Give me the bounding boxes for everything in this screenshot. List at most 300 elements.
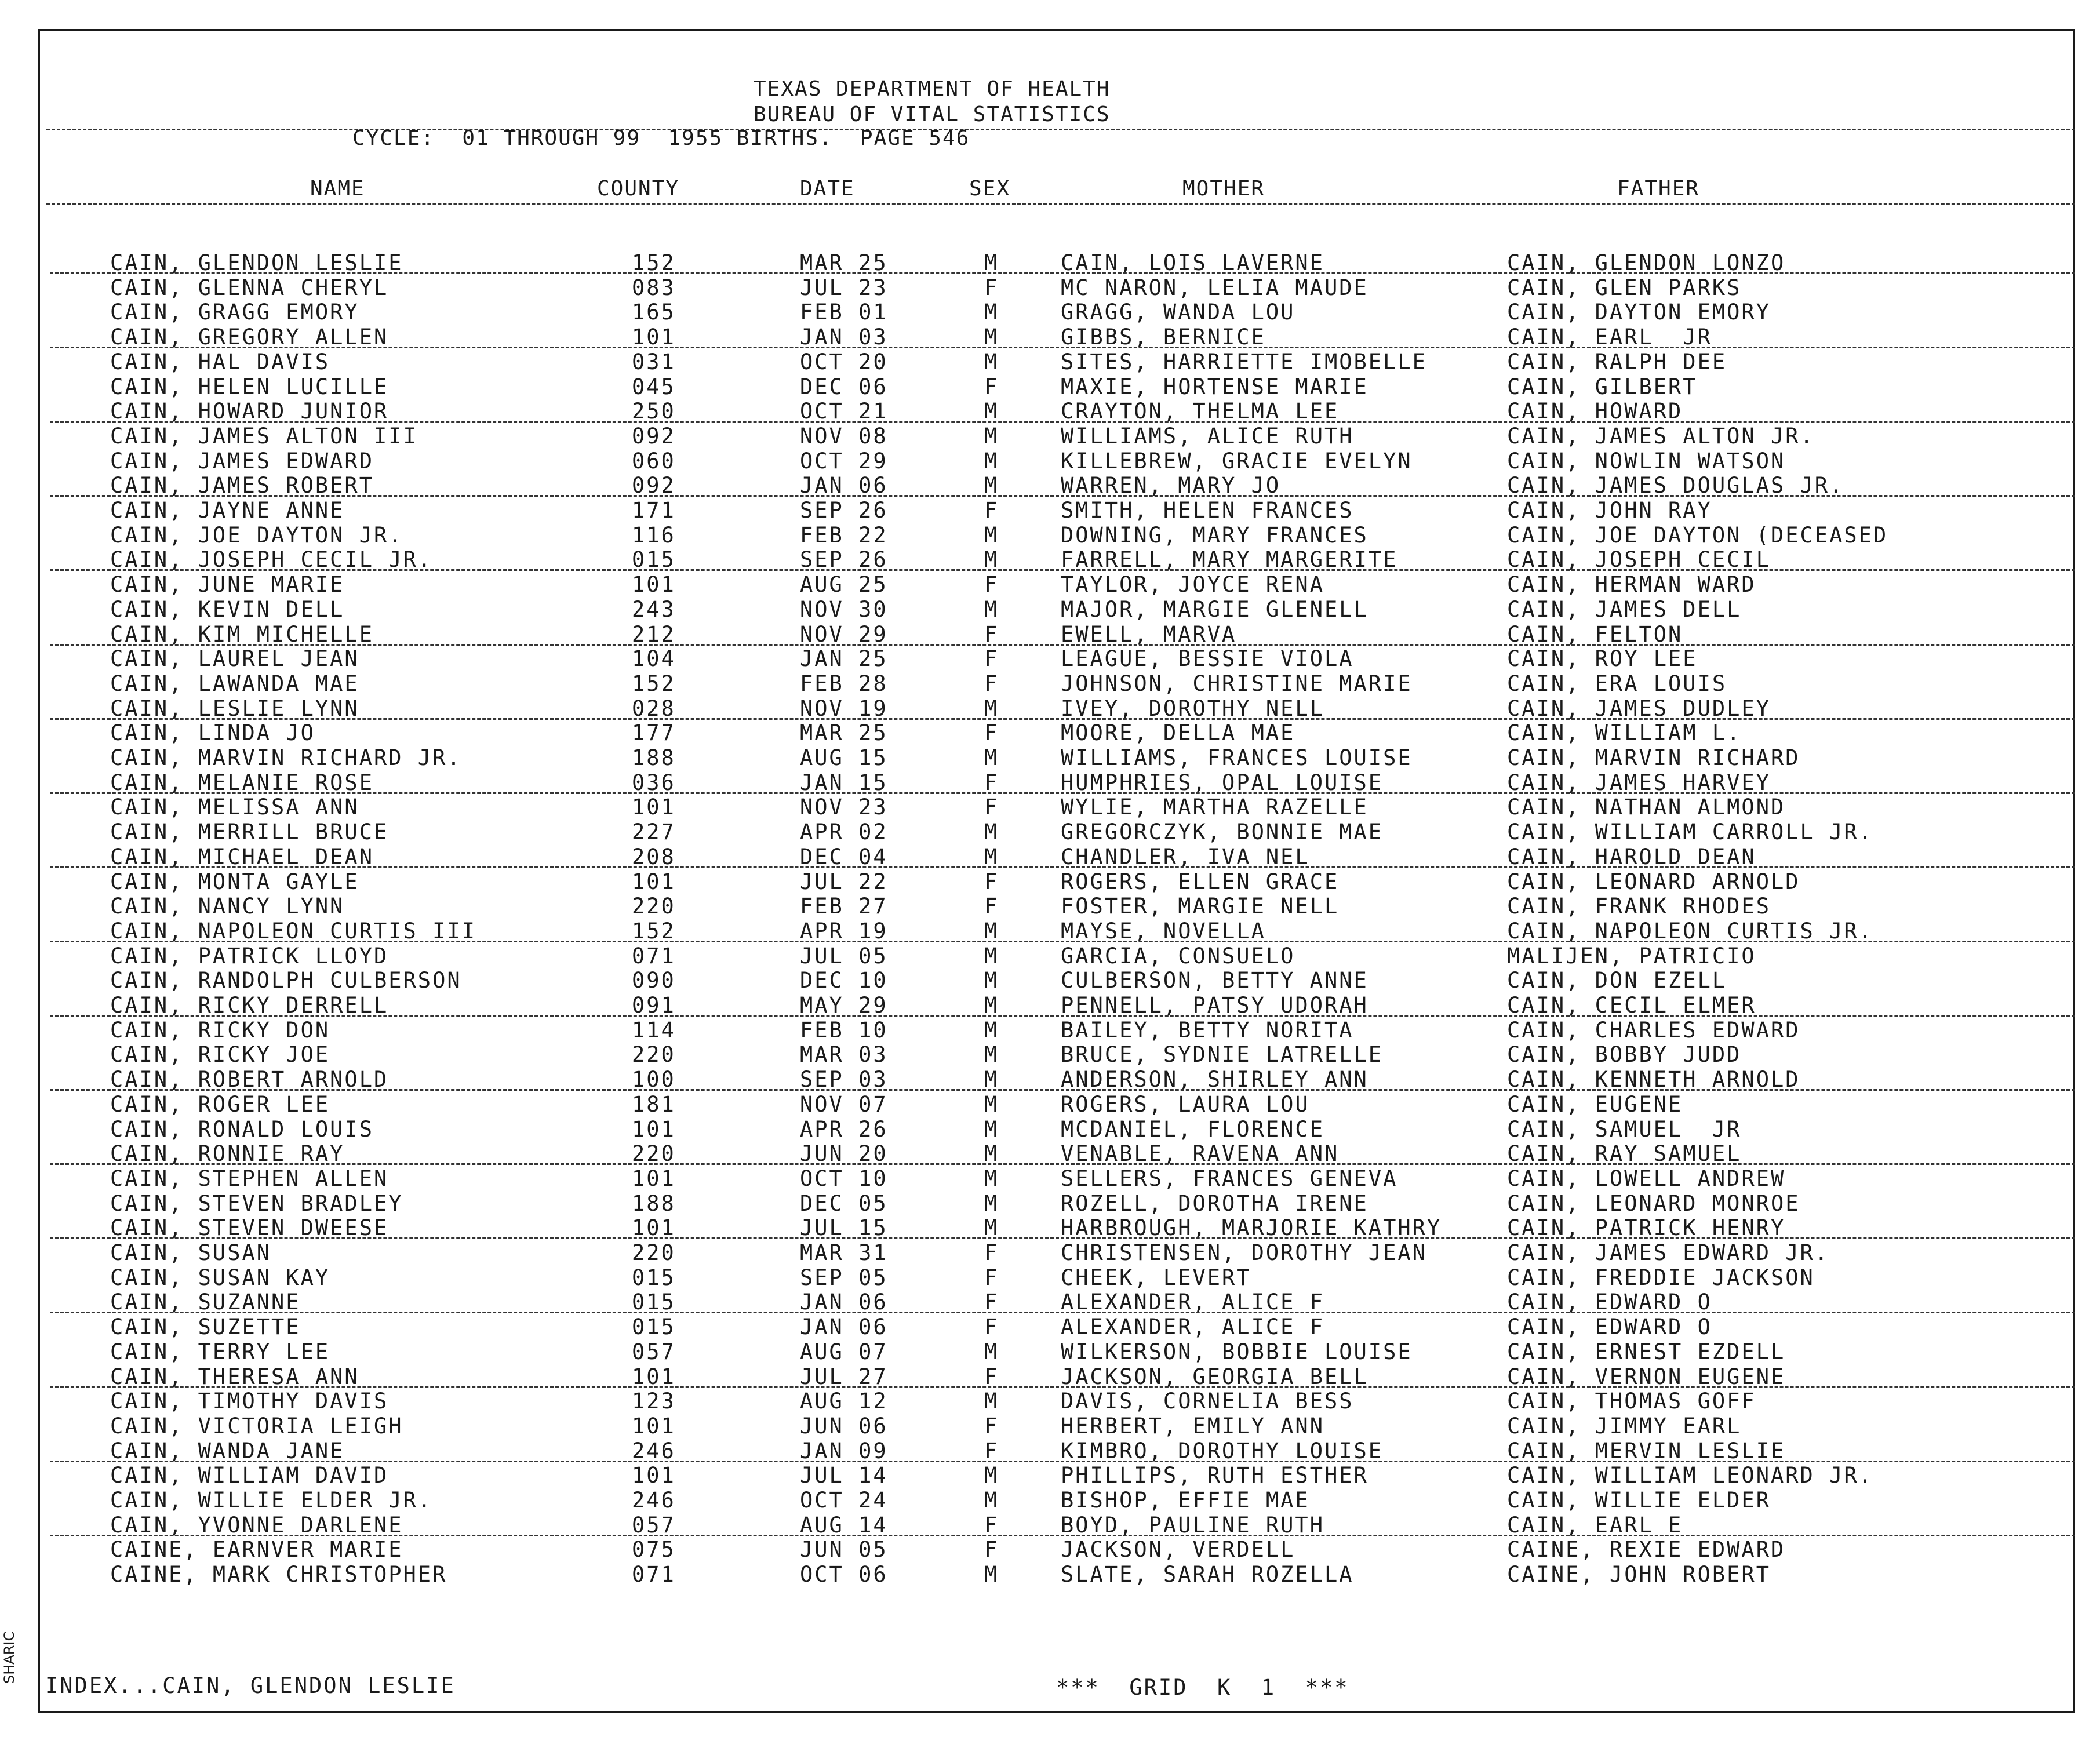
cell-county: 101 [632, 1166, 676, 1191]
cell-sex: M [984, 349, 999, 374]
cell-date: OCT 29 [800, 448, 888, 474]
cell-father: CAIN, JOE DAYTON (DECEASED [1507, 522, 1888, 548]
cell-county: 101 [632, 1116, 676, 1142]
cell-sex: M [984, 1141, 999, 1167]
cell-sex: M [984, 547, 999, 573]
cell-mother: HARBROUGH, MARJORIE KATHRY [1061, 1215, 1442, 1241]
cell-county: 165 [632, 300, 676, 325]
cell-sex: M [984, 1488, 999, 1513]
cell-father: CAIN, RAY SAMUEL [1507, 1141, 1742, 1167]
cell-sex: M [984, 993, 999, 1018]
cell-mother: PHILLIPS, RUTH ESTHER [1061, 1463, 1369, 1488]
table-row [0, 1364, 2087, 1389]
table-row [0, 869, 2087, 894]
cell-father: CAIN, WILLIAM LEONARD JR. [1507, 1463, 1873, 1488]
cell-county: 036 [632, 770, 676, 795]
cell-sex: M [984, 844, 999, 869]
cell-father: CAIN, DON EZELL [1507, 968, 1727, 993]
table-row [0, 720, 2087, 745]
cell-name: CAIN, NANCY LYNN [110, 894, 345, 919]
table-row [0, 968, 2087, 993]
cell-county: 015 [632, 1314, 676, 1340]
cell-sex: F [984, 646, 999, 672]
cell-father: CAIN, HAROLD DEAN [1507, 844, 1756, 869]
cell-mother: WILKERSON, BOBBIE LOUISE [1061, 1339, 1413, 1364]
cell-date: MAR 25 [800, 720, 888, 746]
cell-county: 101 [632, 1463, 676, 1488]
cell-date: OCT 24 [800, 1488, 888, 1513]
cell-date: OCT 06 [800, 1562, 888, 1587]
cell-name: CAIN, STEVEN BRADLEY [110, 1190, 403, 1216]
table-row [0, 1042, 2087, 1067]
cell-name: CAIN, GLENNA CHERYL [110, 275, 389, 300]
cell-county: 101 [632, 572, 676, 598]
cell-father: CAIN, BOBBY JUDD [1507, 1042, 1742, 1068]
cell-name: CAIN, RONNIE RAY [110, 1141, 345, 1167]
cell-sex: M [984, 1215, 999, 1241]
cell-name: CAIN, KEVIN DELL [110, 596, 345, 622]
cell-name: CAIN, WILLIAM DAVID [110, 1463, 389, 1488]
table-row [0, 1240, 2087, 1265]
cell-sex: M [984, 1562, 999, 1587]
table-row [0, 745, 2087, 770]
cell-name: CAIN, MELISSA ANN [110, 795, 359, 820]
cell-date: NOV 08 [800, 423, 888, 449]
cell-county: 177 [632, 720, 676, 746]
cell-name: CAIN, HOWARD JUNIOR [110, 399, 389, 424]
cell-mother: WILLIAMS, ALICE RUTH [1061, 423, 1354, 449]
footer-index: INDEX...CAIN, GLENDON LESLIE [45, 1673, 456, 1698]
cell-date: NOV 29 [800, 621, 888, 647]
cell-father: CAIN, JAMES DELL [1507, 596, 1742, 622]
cell-date: FEB 10 [800, 1017, 888, 1043]
table-row [0, 671, 2087, 696]
footer-grid: *** GRID K 1 *** [1056, 1675, 1349, 1700]
cell-county: 101 [632, 795, 676, 820]
cell-date: JUN 05 [800, 1537, 888, 1563]
cell-sex: F [984, 1438, 999, 1463]
cell-mother: SLATE, SARAH ROZELLA [1061, 1562, 1354, 1587]
cell-county: 116 [632, 522, 676, 548]
cell-name: CAIN, STEVEN DWEESE [110, 1215, 389, 1241]
table-row [0, 1537, 2087, 1562]
cell-mother: MCDANIEL, FLORENCE [1061, 1116, 1324, 1142]
table-row [0, 1067, 2087, 1092]
cell-date: JUL 27 [800, 1364, 888, 1389]
cell-county: 101 [632, 1215, 676, 1241]
cell-father: CAIN, VERNON EUGENE [1507, 1364, 1786, 1389]
cell-county: 243 [632, 596, 676, 622]
cell-father: CAIN, EARL E [1507, 1512, 1683, 1538]
header-department: TEXAS DEPARTMENT OF HEALTH [754, 77, 1111, 101]
cell-sex: M [984, 1017, 999, 1043]
cell-county: 015 [632, 1290, 676, 1315]
cell-sex: F [984, 795, 999, 820]
cell-mother: ALEXANDER, ALICE F [1061, 1314, 1324, 1340]
cell-date: SEP 05 [800, 1265, 888, 1290]
cell-mother: EWELL, MARVA [1061, 621, 1237, 647]
cell-county: 181 [632, 1091, 676, 1117]
cell-mother: CAIN, LOIS LAVERNE [1061, 250, 1324, 275]
cell-name: CAIN, MELANIE ROSE [110, 770, 374, 795]
cell-county: 101 [632, 1413, 676, 1439]
cell-name: CAIN, ROBERT ARNOLD [110, 1067, 389, 1093]
table-row [0, 1191, 2087, 1216]
cell-father: CAIN, MARVIN RICHARD [1507, 745, 1800, 770]
cell-date: JUL 23 [800, 275, 888, 300]
cell-father: MALIJEN, PATRICIO [1507, 943, 1756, 968]
cell-county: 071 [632, 943, 676, 968]
cell-mother: LEAGUE, BESSIE VIOLA [1061, 646, 1354, 672]
cell-sex: F [984, 894, 999, 919]
cell-date: APR 19 [800, 918, 888, 944]
cell-mother: KIMBRO, DOROTHY LOUISE [1061, 1438, 1384, 1463]
cell-name: CAIN, JOSEPH CECIL JR. [110, 547, 433, 573]
cell-name: CAIN, MERRILL BRUCE [110, 820, 389, 845]
cell-county: 028 [632, 695, 676, 721]
cell-name: CAIN, HELEN LUCILLE [110, 374, 389, 399]
cell-mother: FARRELL, MARY MARGERITE [1061, 547, 1398, 573]
cell-name: CAIN, WANDA JANE [110, 1438, 345, 1463]
cell-name: CAIN, JAYNE ANNE [110, 498, 345, 523]
cell-name: CAIN, RICKY DERRELL [110, 993, 389, 1018]
cell-mother: GARCIA, CONSUELO [1061, 943, 1295, 968]
cell-father: CAIN, FREDDIE JACKSON [1507, 1265, 1815, 1290]
cell-sex: F [984, 374, 999, 399]
cell-mother: ALEXANDER, ALICE F [1061, 1290, 1324, 1315]
header-rule-2 [46, 203, 2075, 205]
table-row [0, 547, 2087, 572]
cell-date: DEC 06 [800, 374, 888, 399]
cell-county: 220 [632, 894, 676, 919]
cell-father: CAIN, FRANK RHODES [1507, 894, 1771, 919]
cell-date: NOV 23 [800, 795, 888, 820]
cell-county: 100 [632, 1067, 676, 1093]
cell-mother: KILLEBREW, GRACIE EVELYN [1061, 448, 1413, 474]
cell-mother: SITES, HARRIETTE IMOBELLE [1061, 349, 1427, 374]
cell-sex: F [984, 1364, 999, 1389]
cell-county: 152 [632, 250, 676, 275]
cell-sex: F [984, 720, 999, 746]
table-row [0, 795, 2087, 820]
cell-sex: M [984, 1067, 999, 1093]
cell-sex: M [984, 596, 999, 622]
cell-date: APR 26 [800, 1116, 888, 1142]
table-row [0, 1339, 2087, 1364]
cell-father: CAINE, REXIE EDWARD [1507, 1537, 1786, 1563]
header-cycle: CYCLE: 01 THROUGH 99 1955 BIRTHS. PAGE 546 [352, 126, 970, 150]
cell-father: CAIN, EARL JR [1507, 325, 1712, 350]
cell-date: JUL 05 [800, 943, 888, 968]
table-row [0, 498, 2087, 523]
cell-date: MAR 03 [800, 1042, 888, 1068]
cell-father: CAIN, EDWARD O [1507, 1314, 1712, 1340]
cell-sex: M [984, 1190, 999, 1216]
cell-county: 212 [632, 621, 676, 647]
cell-mother: MAYSE, NOVELLA [1061, 918, 1266, 944]
cell-father: CAIN, FELTON [1507, 621, 1683, 647]
cell-father: CAIN, JAMES DOUGLAS JR. [1507, 473, 1844, 498]
cell-county: 208 [632, 844, 676, 869]
cell-father: CAIN, CHARLES EDWARD [1507, 1017, 1800, 1043]
cell-father: CAIN, SAMUEL JR [1507, 1116, 1742, 1142]
table-row [0, 473, 2087, 498]
cell-date: JUN 06 [800, 1413, 888, 1439]
cell-sex: F [984, 1290, 999, 1315]
cell-sex: F [984, 498, 999, 523]
cell-mother: ROGERS, ELLEN GRACE [1061, 869, 1340, 894]
cell-mother: GIBBS, BERNICE [1061, 325, 1266, 350]
cell-sex: F [984, 572, 999, 598]
cell-mother: CULBERSON, BETTY ANNE [1061, 968, 1369, 993]
cell-father: CAIN, JIMMY EARL [1507, 1413, 1742, 1439]
cell-mother: VENABLE, RAVENA ANN [1061, 1141, 1340, 1167]
cell-date: JUL 14 [800, 1463, 888, 1488]
cell-date: MAR 31 [800, 1240, 888, 1265]
cell-county: 071 [632, 1562, 676, 1587]
cell-father: CAIN, LEONARD MONROE [1507, 1190, 1800, 1216]
cell-date: DEC 10 [800, 968, 888, 993]
table-row [0, 374, 2087, 399]
cell-name: CAINE, MARK CHRISTOPHER [110, 1562, 447, 1587]
cell-name: CAIN, SUZETTE [110, 1314, 301, 1340]
cell-mother: WYLIE, MARTHA RAZELLE [1061, 795, 1369, 820]
cell-date: NOV 07 [800, 1091, 888, 1117]
table-row [0, 622, 2087, 647]
cell-name: CAIN, KIM MICHELLE [110, 621, 374, 647]
cell-mother: BRUCE, SYDNIE LATRELLE [1061, 1042, 1384, 1068]
table-row [0, 325, 2087, 349]
table-row [0, 993, 2087, 1018]
cell-county: 090 [632, 968, 676, 993]
cell-county: 171 [632, 498, 676, 523]
cell-sex: M [984, 473, 999, 498]
table-row [0, 844, 2087, 869]
cell-mother: MC NARON, LELIA MAUDE [1061, 275, 1369, 300]
cell-father: CAIN, HOWARD [1507, 399, 1683, 424]
cell-county: 114 [632, 1017, 676, 1043]
table-row [0, 597, 2087, 622]
table-row [0, 1290, 2087, 1314]
cell-mother: MAJOR, MARGIE GLENELL [1061, 596, 1369, 622]
cell-mother: JACKSON, VERDELL [1061, 1537, 1295, 1563]
cell-name: CAIN, HAL DAVIS [110, 349, 330, 374]
cell-father: CAIN, WILLIAM CARROLL JR. [1507, 820, 1873, 845]
cell-father: CAIN, HERMAN WARD [1507, 572, 1756, 598]
cell-sex: F [984, 621, 999, 647]
table-row [0, 523, 2087, 548]
cell-name: CAIN, RICKY JOE [110, 1042, 330, 1068]
cell-father: CAIN, LOWELL ANDREW [1507, 1166, 1786, 1191]
cell-sex: F [984, 1537, 999, 1563]
cell-county: 031 [632, 349, 676, 374]
cell-sex: F [984, 1265, 999, 1290]
cell-name: CAIN, JAMES ALTON III [110, 423, 418, 449]
cell-father: CAIN, LEONARD ARNOLD [1507, 869, 1800, 894]
cell-date: JUL 15 [800, 1215, 888, 1241]
cell-date: AUG 25 [800, 572, 888, 598]
cell-date: FEB 28 [800, 671, 888, 696]
cell-county: 152 [632, 918, 676, 944]
cell-date: OCT 20 [800, 349, 888, 374]
cell-name: CAIN, WILLIE ELDER JR. [110, 1488, 433, 1513]
cell-name: CAINE, EARNVER MARIE [110, 1537, 403, 1563]
table-row [0, 275, 2087, 300]
table-row [0, 300, 2087, 325]
cell-mother: MOORE, DELLA MAE [1061, 720, 1295, 746]
cell-sex: M [984, 1389, 999, 1414]
cell-name: CAIN, RONALD LOUIS [110, 1116, 374, 1142]
cell-mother: IVEY, DOROTHY NELL [1061, 695, 1324, 721]
cell-sex: M [984, 943, 999, 968]
cell-mother: DAVIS, CORNELIA BESS [1061, 1389, 1354, 1414]
cell-sex: M [984, 918, 999, 944]
table-row [0, 1414, 2087, 1439]
cell-date: NOV 19 [800, 695, 888, 721]
cell-county: 188 [632, 745, 676, 770]
cell-date: NOV 30 [800, 596, 888, 622]
cell-date: AUG 14 [800, 1512, 888, 1538]
cell-county: 057 [632, 1512, 676, 1538]
cell-county: 220 [632, 1042, 676, 1068]
cell-father: CAIN, EUGENE [1507, 1091, 1683, 1117]
cell-father: CAIN, MERVIN LESLIE [1507, 1438, 1786, 1463]
cell-name: CAIN, RICKY DON [110, 1017, 330, 1043]
cell-date: JAN 15 [800, 770, 888, 795]
cell-county: 220 [632, 1240, 676, 1265]
cell-father: CAIN, JAMES EDWARD JR. [1507, 1240, 1830, 1265]
cell-sex: F [984, 275, 999, 300]
cell-mother: BAILEY, BETTY NORITA [1061, 1017, 1354, 1043]
table-row [0, 1488, 2087, 1513]
table-row [0, 1314, 2087, 1339]
cell-county: 152 [632, 671, 676, 696]
cell-mother: GREGORCZYK, BONNIE MAE [1061, 820, 1384, 845]
cell-father: CAIN, NOWLIN WATSON [1507, 448, 1786, 474]
cell-county: 250 [632, 399, 676, 424]
cell-county: 246 [632, 1488, 676, 1513]
table-row [0, 449, 2087, 474]
cell-name: CAIN, NAPOLEON CURTIS III [110, 918, 476, 944]
cell-sex: M [984, 300, 999, 325]
cell-name: CAIN, VICTORIA LEIGH [110, 1413, 403, 1439]
cell-father: CAIN, THOMAS GOFF [1507, 1389, 1756, 1414]
cell-county: 083 [632, 275, 676, 300]
cell-father: CAIN, PATRICK HENRY [1507, 1215, 1786, 1241]
column-header-name: NAME [310, 177, 365, 201]
table-row [0, 399, 2087, 424]
cell-mother: CHANDLER, IVA NEL [1061, 844, 1310, 869]
table-row [0, 696, 2087, 721]
cell-sex: M [984, 1116, 999, 1142]
table-row [0, 250, 2087, 275]
cell-name: CAIN, LAWANDA MAE [110, 671, 359, 696]
table-row [0, 1141, 2087, 1166]
cell-name: CAIN, JAMES ROBERT [110, 473, 374, 498]
cell-name: CAIN, RANDOLPH CULBERSON [110, 968, 462, 993]
cell-mother: BISHOP, EFFIE MAE [1061, 1488, 1310, 1513]
cell-name: CAIN, PATRICK LLOYD [110, 943, 389, 968]
cell-sex: F [984, 1314, 999, 1340]
cell-sex: M [984, 1463, 999, 1488]
cell-date: JUL 22 [800, 869, 888, 894]
cell-name: CAIN, MICHAEL DEAN [110, 844, 374, 869]
column-header-sex: SEX [969, 177, 1011, 201]
table-row [0, 1513, 2087, 1538]
cell-father: CAIN, KENNETH ARNOLD [1507, 1067, 1800, 1093]
table-row [0, 1463, 2087, 1488]
cell-date: JAN 03 [800, 325, 888, 350]
cell-mother: FOSTER, MARGIE NELL [1061, 894, 1340, 919]
cell-sex: M [984, 1166, 999, 1191]
cell-county: 104 [632, 646, 676, 672]
cell-name: CAIN, LAUREL JEAN [110, 646, 359, 672]
cell-mother: HERBERT, EMILY ANN [1061, 1413, 1324, 1439]
column-header-father: FATHER [1617, 177, 1700, 201]
table-row [0, 944, 2087, 968]
cell-name: CAIN, JOE DAYTON JR. [110, 522, 403, 548]
cell-father: CAIN, DAYTON EMORY [1507, 300, 1771, 325]
cell-county: 057 [632, 1339, 676, 1364]
table-row [0, 349, 2087, 374]
cell-sex: M [984, 745, 999, 770]
cell-father: CAIN, JOHN RAY [1507, 498, 1712, 523]
cell-name: CAIN, SUSAN KAY [110, 1265, 330, 1290]
cell-date: DEC 05 [800, 1190, 888, 1216]
cell-name: CAIN, LINDA JO [110, 720, 315, 746]
cell-name: CAIN, JAMES EDWARD [110, 448, 374, 474]
cell-father: CAIN, JOSEPH CECIL [1507, 547, 1771, 573]
cell-sex: M [984, 1042, 999, 1068]
cell-mother: MAXIE, HORTENSE MARIE [1061, 374, 1369, 399]
cell-mother: JOHNSON, CHRISTINE MARIE [1061, 671, 1413, 696]
cell-date: SEP 26 [800, 547, 888, 573]
cell-date: AUG 15 [800, 745, 888, 770]
table-row [0, 894, 2087, 919]
cell-sex: M [984, 1339, 999, 1364]
cell-date: SEP 26 [800, 498, 888, 523]
cell-date: FEB 27 [800, 894, 888, 919]
cell-sex: F [984, 869, 999, 894]
cell-date: JUN 20 [800, 1141, 888, 1167]
cell-father: CAIN, GLENDON LONZO [1507, 250, 1786, 275]
cell-mother: CRAYTON, THELMA LEE [1061, 399, 1340, 424]
cell-mother: WILLIAMS, FRANCES LOUISE [1061, 745, 1413, 770]
table-row [0, 1092, 2087, 1117]
cell-name: CAIN, THERESA ANN [110, 1364, 359, 1389]
cell-father: CAIN, ERA LOUIS [1507, 671, 1727, 696]
cell-date: JAN 06 [800, 1290, 888, 1315]
cell-sex: M [984, 968, 999, 993]
cell-date: JAN 25 [800, 646, 888, 672]
cell-name: CAIN, TERRY LEE [110, 1339, 330, 1364]
cell-sex: M [984, 522, 999, 548]
cell-date: SEP 03 [800, 1067, 888, 1093]
column-header-date: DATE [800, 177, 855, 201]
cell-father: CAINE, JOHN ROBERT [1507, 1562, 1771, 1587]
table-row [0, 820, 2087, 844]
cell-father: CAIN, EDWARD O [1507, 1290, 1712, 1315]
cell-county: 015 [632, 547, 676, 573]
cell-sex: M [984, 250, 999, 275]
cell-date: OCT 10 [800, 1166, 888, 1191]
cell-mother: JACKSON, GEORGIA BELL [1061, 1364, 1369, 1389]
cell-county: 188 [632, 1190, 676, 1216]
cell-sex: F [984, 1240, 999, 1265]
cell-mother: BOYD, PAULINE RUTH [1061, 1512, 1324, 1538]
cell-father: CAIN, CECIL ELMER [1507, 993, 1756, 1018]
cell-mother: HUMPHRIES, OPAL LOUISE [1061, 770, 1384, 795]
